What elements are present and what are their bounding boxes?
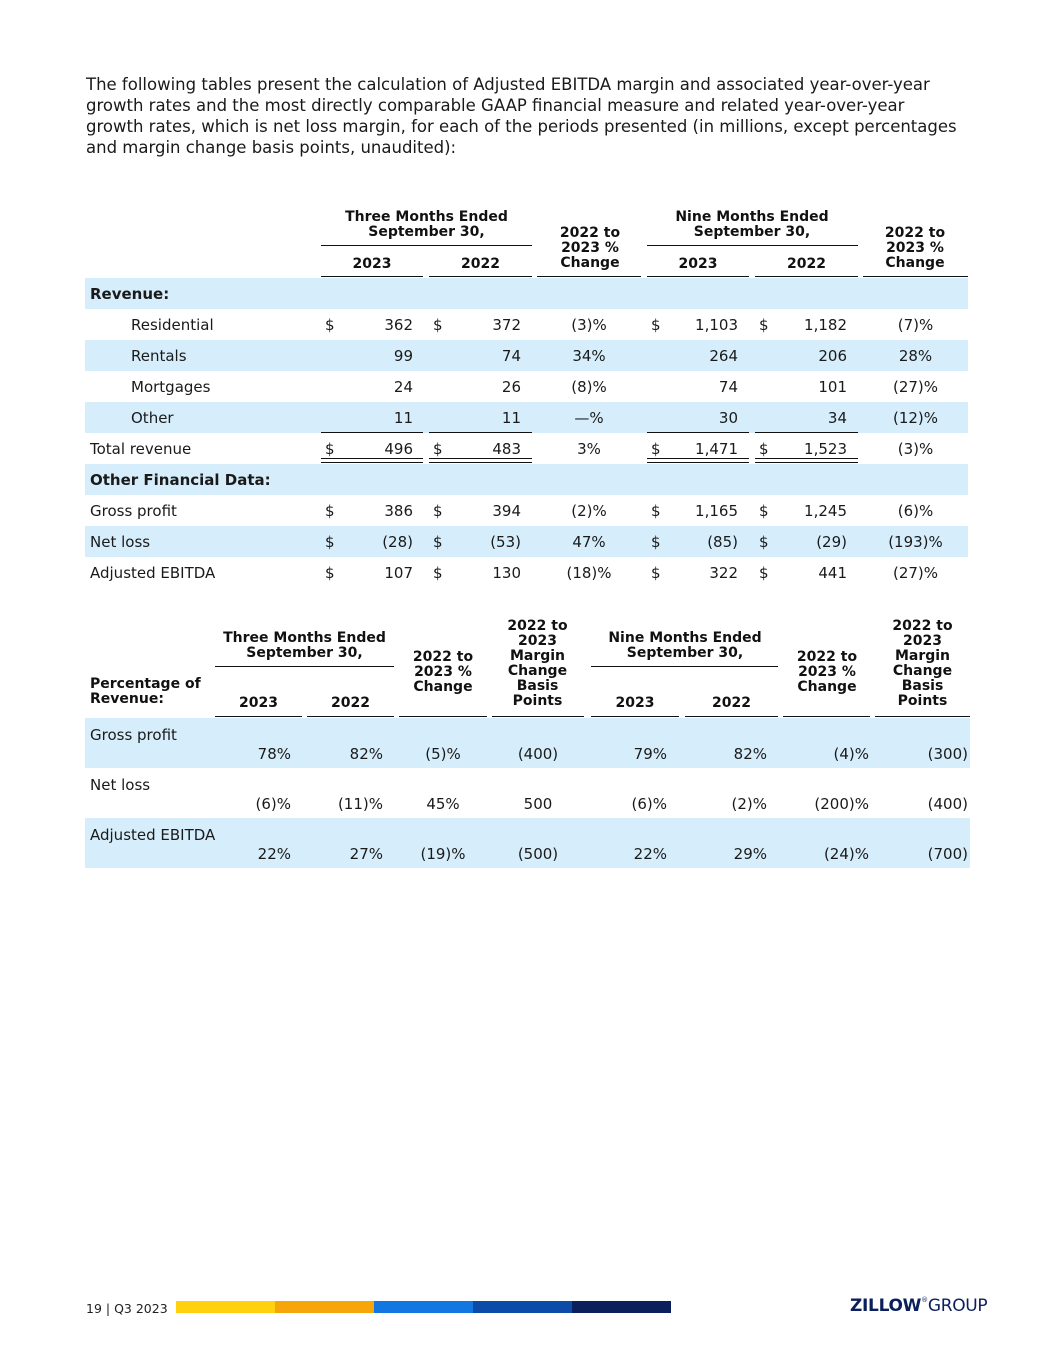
cell-n23: 1,165	[695, 502, 738, 520]
cell-nchg: (12)%	[892, 409, 939, 427]
cell-n22: 82%	[733, 745, 767, 763]
color-bar-2	[275, 1301, 374, 1313]
cell-q22: 483	[492, 440, 521, 458]
table-row	[85, 371, 968, 402]
currency: $	[433, 502, 443, 520]
cell-q23: 362	[384, 316, 413, 334]
cell-q23: 496	[384, 440, 413, 458]
currency: $	[759, 533, 769, 551]
cell-qchg: 47%	[572, 533, 606, 551]
cell-q23: 78%	[257, 745, 291, 763]
currency: $	[325, 502, 335, 520]
cell-qchg: 45%	[426, 795, 460, 813]
cell-qchg: (8)%	[571, 378, 607, 396]
table-row	[85, 309, 968, 340]
cell-nchg: (193)%	[888, 533, 943, 551]
table-row-total	[85, 433, 968, 464]
header-2023-n: 2023	[678, 256, 718, 272]
table-row	[85, 495, 968, 526]
cell-qchg: (19)%	[420, 845, 466, 863]
cell-n23: 322	[709, 564, 738, 582]
intro-paragraph: The following tables present the calculation of Adjusted EBITDA margin and associated year-over-year growth rates and the most directly comparable GAAP financial measure and related year-over-year growth rates, which is net loss margin, for each of the periods presented (in millions, except percentages and margin change basis points, unaudited):	[86, 75, 957, 157]
cell-nchg: (3)%	[897, 440, 934, 458]
currency: $	[759, 502, 769, 520]
percentage-table	[85, 612, 970, 868]
cell-q22: 372	[492, 316, 521, 334]
revenue-table	[85, 200, 968, 588]
cell-q23: 99	[393, 347, 413, 365]
cell-n22: 206	[818, 347, 847, 365]
cell-nchg: (24)%	[823, 845, 869, 863]
zillow-group-logo	[850, 1296, 987, 1316]
cell-n23: 22%	[633, 845, 667, 863]
cell-q23: 107	[384, 564, 413, 582]
cell-qchg: (18)%	[566, 564, 612, 582]
currency: $	[759, 440, 769, 458]
cell-n23: 1,103	[695, 316, 738, 334]
cell-qchg: (2)%	[571, 502, 607, 520]
cell-n22: 34	[827, 409, 847, 427]
cell-qbps: (400)	[517, 745, 559, 763]
cell-q23: 11	[393, 409, 413, 427]
header-2022-n: 2022	[787, 256, 826, 272]
cell-nbps: (300)	[927, 745, 968, 763]
currency: $	[651, 564, 661, 582]
table-row	[85, 278, 968, 309]
cell-qchg: 3%	[577, 440, 601, 458]
cell-nbps: (400)	[927, 795, 968, 813]
cell-q23: 386	[384, 502, 413, 520]
color-bar-5	[572, 1301, 671, 1313]
header-change-q: 2022 to 2023 % Change	[412, 649, 474, 695]
cell-n22: 29%	[733, 845, 767, 863]
color-bar-3	[374, 1301, 473, 1313]
cell-q22: 130	[492, 564, 521, 582]
cell-n23: (6)%	[631, 795, 667, 813]
cell-n23: (85)	[707, 533, 738, 551]
header-change-n: 2022 to 2023 % Change	[796, 649, 858, 695]
currency: $	[759, 316, 769, 334]
cell-qchg: 34%	[572, 347, 606, 365]
header-2022-q: 2022	[461, 256, 500, 272]
page-number: 19 | Q3 2023	[86, 1301, 168, 1316]
header-2022-q: 2022	[331, 695, 370, 711]
row-label: Other	[131, 409, 174, 427]
table-row	[85, 718, 970, 768]
row-label: Revenue:	[90, 285, 170, 303]
cell-n22: 1,245	[804, 502, 847, 520]
cell-qchg: (3)%	[571, 316, 607, 334]
cell-q22: (11)%	[337, 795, 383, 813]
table-row	[85, 402, 968, 433]
currency: $	[651, 440, 661, 458]
currency: $	[325, 533, 335, 551]
revenue-table-header	[85, 200, 968, 278]
cell-n22: (29)	[816, 533, 847, 551]
cell-nchg: 28%	[898, 347, 933, 365]
cell-q23: (28)	[382, 533, 413, 551]
cell-q23: 22%	[257, 845, 291, 863]
header-2022-n: 2022	[712, 695, 751, 711]
logo-bold: ZILLOW	[850, 1296, 922, 1316]
currency: $	[651, 533, 661, 551]
cell-nchg: (4)%	[833, 745, 869, 763]
currency: $	[651, 316, 661, 334]
currency: $	[433, 316, 443, 334]
currency: $	[433, 564, 443, 582]
table-row	[85, 768, 970, 818]
header-change-q: 2022 to 2023 % Change	[559, 225, 621, 271]
percentage-table-header	[85, 612, 970, 718]
cell-q22: 74	[501, 347, 521, 365]
cell-qchg: (5)%	[425, 745, 461, 763]
cell-n22: 1,182	[804, 316, 847, 334]
logo-light: GROUP	[927, 1296, 988, 1316]
header-2023-q: 2023	[352, 256, 392, 272]
row-label: Rentals	[131, 347, 187, 365]
currency: $	[433, 533, 443, 551]
row-label: Net loss	[90, 776, 151, 794]
row-label: Net loss	[90, 533, 151, 551]
row-label: Adjusted EBITDA	[90, 826, 216, 844]
cell-qchg: —%	[574, 409, 604, 427]
cell-q22: 27%	[349, 845, 383, 863]
header-change-n: 2022 to 2023 % Change	[884, 225, 946, 271]
currency: $	[325, 564, 335, 582]
header-margin-n: 2022 to 2023 Margin Change Basis Points	[892, 618, 953, 709]
row-label: Adjusted EBITDA	[90, 564, 216, 582]
table-row	[85, 818, 970, 868]
cell-q22: (53)	[490, 533, 521, 551]
currency: $	[325, 316, 335, 334]
cell-qbps: 500	[523, 795, 553, 813]
row-label: Gross profit	[90, 502, 177, 520]
cell-n23: 264	[709, 347, 738, 365]
cell-nbps: (700)	[927, 845, 968, 863]
cell-n23: 1,471	[695, 440, 738, 458]
cell-q22: 394	[492, 502, 521, 520]
cell-n22: 101	[818, 378, 847, 396]
logo-registered: ®	[921, 1296, 928, 1304]
cell-n23: 74	[718, 378, 738, 396]
table-row	[85, 340, 968, 371]
currency: $	[651, 502, 661, 520]
cell-q23: (6)%	[255, 795, 291, 813]
header-nine-months: Nine Months Ended September 30,	[675, 209, 829, 240]
row-label: Other Financial Data:	[90, 471, 271, 489]
header-2023-n: 2023	[615, 695, 655, 711]
currency: $	[759, 564, 769, 582]
table-row	[85, 526, 968, 557]
cell-n22: 1,523	[804, 440, 847, 458]
cell-nchg: (7)%	[897, 316, 934, 334]
cell-q22: 26	[501, 378, 521, 396]
header-2023-q: 2023	[239, 695, 278, 711]
header-three-months: Three Months Ended September 30,	[345, 209, 508, 240]
table-row	[85, 557, 968, 588]
row-label: Gross profit	[90, 726, 177, 744]
cell-q22: 82%	[349, 745, 383, 763]
cell-nchg: (200)%	[814, 795, 869, 813]
header-nine-months: Nine Months Ended September 30,	[608, 630, 762, 661]
header-margin-q: 2022 to 2023 Margin Change Basis Points	[507, 618, 568, 709]
table-row	[85, 464, 968, 495]
cell-nchg: (6)%	[897, 502, 934, 520]
row-label: Residential	[131, 316, 214, 334]
color-bar-4	[473, 1301, 572, 1313]
cell-nchg: (27)%	[892, 564, 939, 582]
cell-n22: 441	[818, 564, 847, 582]
color-bar-1	[176, 1301, 275, 1313]
cell-q22: 11	[501, 409, 521, 427]
currency: $	[433, 440, 443, 458]
currency: $	[325, 440, 335, 458]
cell-q23: 24	[393, 378, 413, 396]
header-three-months: Three Months Ended September 30,	[223, 630, 386, 661]
cell-n23: 79%	[633, 745, 667, 763]
header-percentage-label: Percentage of Revenue:	[90, 676, 201, 707]
cell-n23: 30	[718, 409, 738, 427]
cell-qbps: (500)	[517, 845, 559, 863]
cell-n22: (2)%	[731, 795, 767, 813]
row-label: Total revenue	[90, 440, 192, 458]
cell-nchg: (27)%	[892, 378, 939, 396]
row-label: Mortgages	[131, 378, 211, 396]
